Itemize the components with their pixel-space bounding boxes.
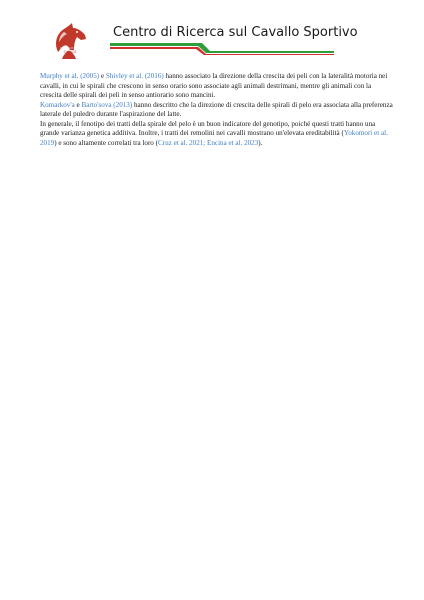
organization-title: Centro di Ricerca sul Cavallo Sportivo	[113, 25, 358, 40]
document-body	[40, 72, 394, 148]
citation-link[interactable]: Murphy et al. (2005)	[40, 72, 100, 80]
paragraph: Komarkov'a e Barto'sova (2013) hanno descritto che la direzione di crescita delle spirali di pelo era associata alla preferenza laterale del puledro durante l'aspirazione del latte.	[40, 100, 393, 118]
tricolore-stripes	[110, 41, 334, 55]
citation-link[interactable]: Cruz et al. 2021; Encina et al. 2023	[158, 138, 259, 147]
citation-link[interactable]: Shivley et al. (2016)	[105, 72, 164, 80]
paragraph: Murphy et al. (2005) e Shivley et al. (2016) hanno associato la direzione della crescita dei peli con la lateralità motoria nei cavalli, in cui le spirali che crescono in senso orario sono associate agli animali destrimani, mentre gli animali con la crescita delle spirali dei peli in senso antiorario sono mancini.	[40, 72, 388, 99]
citation-link[interactable]: Yokomori et al. 2019	[40, 129, 388, 147]
citation-link[interactable]: Komarkov'a	[40, 100, 75, 109]
citation-link[interactable]: Barto'sova (2013)	[81, 100, 133, 109]
logo-caption: CeRiCS	[63, 50, 77, 54]
paragraph: In generale, il fenotipo dei tratti della spirale del pelo è un buon indicatore del genotipo, poiché questi tratti hanno una grande varianza genetica additiva. Inoltre, i tratti dei remolini nei cavalli mostrano un'elevata ereditabilità (Yokomori et al. 2019) e sono altamente correlati tra loro (Cruz et al. 2021; Encina et al. 2023).	[40, 119, 388, 147]
